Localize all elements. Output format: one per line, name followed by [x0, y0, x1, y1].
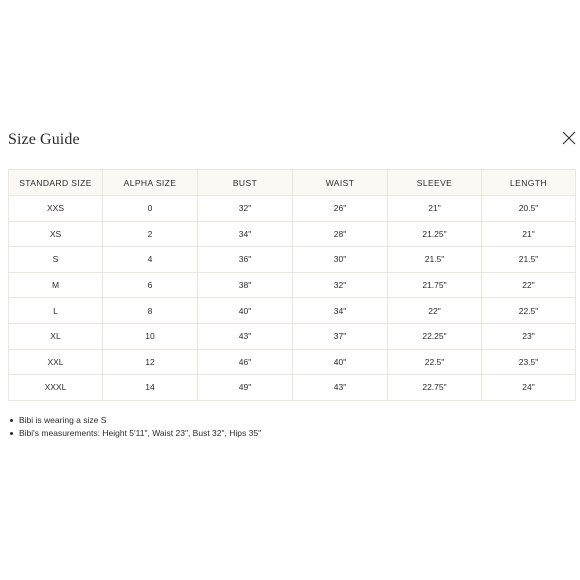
modal-title: Size Guide: [8, 131, 80, 148]
cell-standard-size: XXL: [9, 349, 103, 375]
cell-waist: 32": [293, 272, 388, 298]
cell-standard-size: L: [9, 298, 103, 324]
cell-sleeve: 21.5": [388, 247, 482, 273]
cell-length: 22.5": [482, 298, 576, 324]
cell-sleeve: 22.25": [388, 323, 482, 349]
header-waist: WAIST: [293, 170, 388, 196]
cell-bust: 34": [198, 221, 293, 247]
size-table: [8, 169, 576, 401]
cell-standard-size: XXS: [9, 196, 103, 222]
cell-waist: 34": [293, 298, 388, 324]
header-sleeve: SLEEVE: [388, 170, 482, 196]
cell-bust: 36": [198, 247, 293, 273]
cell-alpha-size: 12: [103, 349, 198, 375]
header-standard-size: STANDARD SIZE: [9, 170, 103, 196]
table-row: [9, 298, 576, 324]
cell-bust: 32": [198, 196, 293, 222]
cell-length: 23.5": [482, 349, 576, 375]
cell-alpha-size: 0: [103, 196, 198, 222]
table-header-row: [9, 170, 576, 196]
list-item: [8, 427, 261, 440]
header-length: LENGTH: [482, 170, 576, 196]
cell-sleeve: 22": [388, 298, 482, 324]
cell-standard-size: XL: [9, 323, 103, 349]
table-row: [9, 221, 576, 247]
cell-length: 20.5": [482, 196, 576, 222]
close-icon: [561, 130, 577, 146]
cell-waist: 28": [293, 221, 388, 247]
header-alpha-size: ALPHA SIZE: [103, 170, 198, 196]
table-row: [9, 349, 576, 375]
cell-alpha-size: 6: [103, 272, 198, 298]
table-row: [9, 375, 576, 401]
cell-sleeve: 22.75": [388, 375, 482, 401]
list-item: [8, 414, 261, 427]
cell-length: 22": [482, 272, 576, 298]
cell-bust: 46": [198, 349, 293, 375]
table-row: [9, 196, 576, 222]
cell-bust: 43": [198, 323, 293, 349]
note-text: Bibi's measurements: Height 5'11", Waist 23", Bust 32", Hips 35": [19, 427, 262, 438]
bullet-icon: [10, 432, 13, 435]
note-text: Bibi is wearing a size S: [19, 415, 107, 425]
cell-bust: 40": [198, 298, 293, 324]
cell-sleeve: 21": [388, 196, 482, 222]
cell-standard-size: M: [9, 272, 103, 298]
cell-standard-size: S: [9, 247, 103, 273]
cell-standard-size: XS: [9, 221, 103, 247]
cell-bust: 38": [198, 272, 293, 298]
cell-sleeve: 21.75": [388, 272, 482, 298]
cell-waist: 40": [293, 349, 388, 375]
cell-alpha-size: 8: [103, 298, 198, 324]
cell-alpha-size: 2: [103, 221, 198, 247]
model-notes: [8, 414, 261, 439]
cell-length: 21": [482, 221, 576, 247]
cell-length: 24": [482, 375, 576, 401]
cell-sleeve: 21.25": [388, 221, 482, 247]
table-row: [9, 247, 576, 273]
table-row: [9, 272, 576, 298]
cell-alpha-size: 10: [103, 323, 198, 349]
cell-alpha-size: 4: [103, 247, 198, 273]
cell-length: 21.5": [482, 247, 576, 273]
cell-standard-size: XXXL: [9, 375, 103, 401]
cell-alpha-size: 14: [103, 375, 198, 401]
cell-waist: 26": [293, 196, 388, 222]
table-row: [9, 323, 576, 349]
bullet-icon: [10, 419, 13, 422]
cell-waist: 37": [293, 323, 388, 349]
cell-bust: 49": [198, 375, 293, 401]
cell-waist: 43": [293, 375, 388, 401]
header-bust: BUST: [198, 170, 293, 196]
cell-waist: 30": [293, 247, 388, 273]
close-button[interactable]: [561, 130, 577, 146]
cell-length: 23": [482, 323, 576, 349]
cell-sleeve: 22.5": [388, 349, 482, 375]
